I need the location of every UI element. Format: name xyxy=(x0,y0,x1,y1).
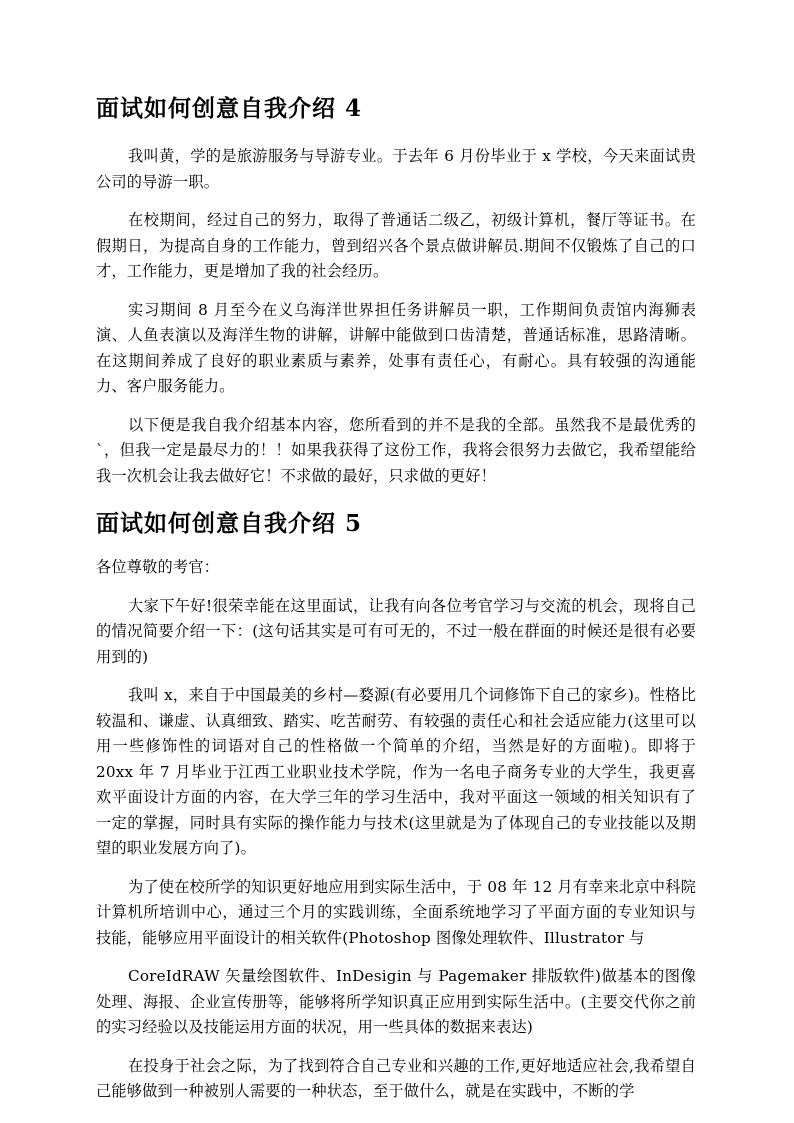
section-4-title: 面试如何创意自我介绍 4 xyxy=(96,95,363,122)
s5-paragraph-3: 为了使在校所学的知识更好地应用到实际生活中，于 08 年 12 月有幸来北京中科院计算机所培训中心，通过三个月的实践训练，全面系统地学习了平面方面的专业知识与技能，能够应用平面设计的相关软件(Photoshop 图像处理软件、Illustrator 与 xyxy=(96,877,696,947)
s5-paragraph-1: 大家下午好!很荣幸能在这里面试，让我有向各位考官学习与交流的机会，现将自己的情况简要介绍一下：(这句话其实是可有可无的，不过一般在群面的时候还是很有必要用到的) xyxy=(96,596,696,666)
section-5-title: 面试如何创意自我介绍 5 xyxy=(96,510,363,537)
document-page xyxy=(96,92,696,1105)
s4-paragraph-3: 实习期间 8 月至今在义乌海洋世界担任务讲解员一职，工作期间负责馆内海狮表演、人鱼表演以及海洋生物的讲解，讲解中能做到口齿清楚，普通话标准，思路清晰。在这期间养成了良好的职业素质与素养，处事有责任心，有耐心。具有较强的沟通能力、客户服务能力。 xyxy=(96,300,696,395)
s5-paragraph-5: 在投身于社会之际，为了找到符合自己专业和兴趣的工作,更好地适应社会,我希望自己能够做到一种被别人需要的一种状态，至于做什么，就是在实践中，不断的学 xyxy=(96,1056,696,1100)
s4-paragraph-2: 在校期间，经过自己的努力，取得了普通话二级乙，初级计算机，餐厅等证书。在假期日，为提高自身的工作能力，曾到绍兴各个景点做讲解员.期间不仅锻炼了自己的口才，工作能力，更是增加了我的社会经历。 xyxy=(96,211,696,280)
s4-paragraph-1: 我叫黄，学的是旅游服务与导游专业。于去年 6 月份毕业于 x 学校，今天来面试贵公司的导游一职。 xyxy=(96,147,696,191)
s4-paragraph-4: 以下便是我自我介绍基本内容，您所看到的并不是我的全部。虽然我不是最优秀的`，但我一定是最尽力的！！如果我获得了这份工作，我将会很努力去做它，我希望能给我一次机会让我去做好它！不求做的最好，只求做的更好！ xyxy=(96,415,696,485)
s5-paragraph-4: CoreIdRAW 矢量绘图软件、InDesigin 与 Pagemaker 排版软件)做基本的图像处理、海报、企业宣传册等，能够将所学知识真正应用到实际生活中。(主要交代你之前的实习经验以及技能运用方面的状况，用一些具体的数据来表达) xyxy=(96,967,696,1036)
s5-salutation: 各位尊敬的考官： xyxy=(96,558,220,576)
s5-paragraph-2: 我叫 x，来自于中国最美的乡村—婺源(有必要用几个词修饰下自己的家乡)。性格比较温和、谦虚、认真细致、踏实、吃苦耐劳、有较强的责任心和社会适应能力(这里可以用一些修饰性的词语对自己的性格做一个简单的介绍，当然是好的方面啦)。即将于 20xx 年 7 月毕业于江西工业职业技术学院，作为一名电子商务专业的大学生，我更喜欢平面设计方面的内容，在大学三年的学习生活中，我对平面这一领域的相关知识有了一定的掌握，同时具有实际的操作能力与技术(这里就是为了体现自己的专业技能以及期望的职业发展方向了)。 xyxy=(96,686,696,857)
